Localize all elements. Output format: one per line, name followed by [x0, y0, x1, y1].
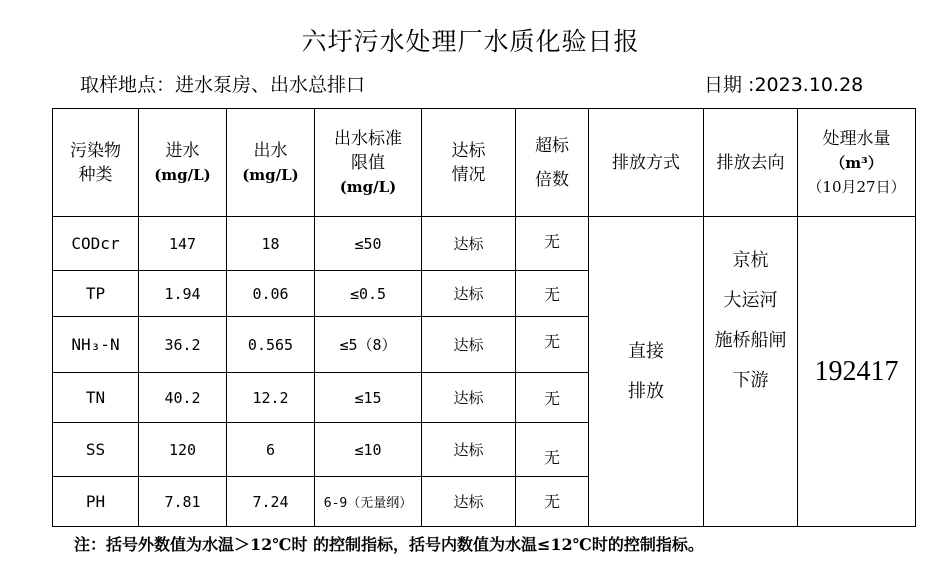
inflow-value: 40.2 [139, 373, 227, 423]
pollutant-name: TP [53, 271, 139, 317]
limit-value: ≤50 [315, 217, 422, 271]
header-outflow: 出水 (mg/L) [227, 109, 315, 217]
header-discharge-destination: 排放去向 [704, 109, 798, 217]
outflow-value: 0.565 [227, 317, 315, 373]
excess-value: 无 [516, 271, 589, 317]
excess-value: 无 [516, 217, 589, 271]
status-value: 达标 [422, 477, 516, 527]
discharge-destination-line: 下游 [732, 370, 769, 391]
discharge-method-line: 排放 [628, 380, 664, 402]
discharge-method-cell [589, 217, 704, 527]
pollutant-name: PH [53, 477, 139, 527]
date-value: 2023.10.28 [754, 74, 864, 96]
inflow-value: 120 [139, 423, 227, 477]
water-quality-table [52, 108, 916, 527]
status-value: 达标 [422, 423, 516, 477]
sampling-location: 取样地点：进水泵房、出水总排口 [80, 74, 366, 96]
excess-value: 无 [516, 477, 589, 527]
date-label: 日期 : [704, 74, 755, 96]
discharge-destination-line: 施桥船闸 [714, 330, 787, 351]
footnote: 注：括号外数值为水温＞12℃时 的控制指标，括号内数值为水温≤12℃时的控制指标。 [74, 535, 704, 554]
limit-value: ≤10 [315, 423, 422, 477]
excess-value: 无 [516, 317, 589, 373]
inflow-value: 1.94 [139, 271, 227, 317]
limit-value: 6-9（无量纲） [315, 477, 422, 527]
discharge-destination-cell [704, 217, 798, 527]
discharge-destination-line: 大运河 [723, 290, 778, 311]
discharge-destination-line: 京杭 [732, 250, 769, 271]
status-value: 达标 [422, 317, 516, 373]
inflow-value: 7.81 [139, 477, 227, 527]
table-row [53, 217, 916, 271]
report-date [704, 70, 863, 97]
inflow-value: 147 [139, 217, 227, 271]
header-row [53, 109, 916, 217]
excess-value: 无 [516, 423, 589, 477]
report-title: 六圩污水处理厂水质化验日报 [301, 27, 640, 56]
pollutant-name: NH₃-N [53, 317, 139, 373]
treated-volume-value: 192417 [798, 217, 916, 527]
outflow-value: 7.24 [227, 477, 315, 527]
header-excess: 超标倍数 [516, 109, 589, 217]
limit-value: ≤15 [315, 373, 422, 423]
pollutant-name: CODcr [53, 217, 139, 271]
pollutant-name: TN [53, 373, 139, 423]
excess-value: 无 [516, 373, 589, 423]
outflow-value: 0.06 [227, 271, 315, 317]
header-discharge-method: 排放方式 [589, 109, 704, 217]
status-value: 达标 [422, 373, 516, 423]
header-pollutant: 污染物种类 [53, 109, 139, 217]
limit-value: ≤0.5 [315, 271, 422, 317]
pollutant-name: SS [53, 423, 139, 477]
header-limit: 出水标准限值 (mg/L) [315, 109, 422, 217]
outflow-value: 18 [227, 217, 315, 271]
header-status: 达标情况 [422, 109, 516, 217]
limit-value: ≤5（8） [315, 317, 422, 373]
header-inflow: 进水 (mg/L) [139, 109, 227, 217]
outflow-value: 12.2 [227, 373, 315, 423]
inflow-value: 36.2 [139, 317, 227, 373]
status-value: 达标 [422, 271, 516, 317]
status-value: 达标 [422, 217, 516, 271]
header-treated-volume: 处理水量 （m³） （10月27日） [798, 109, 916, 217]
discharge-method-line: 直接 [628, 340, 664, 362]
outflow-value: 6 [227, 423, 315, 477]
